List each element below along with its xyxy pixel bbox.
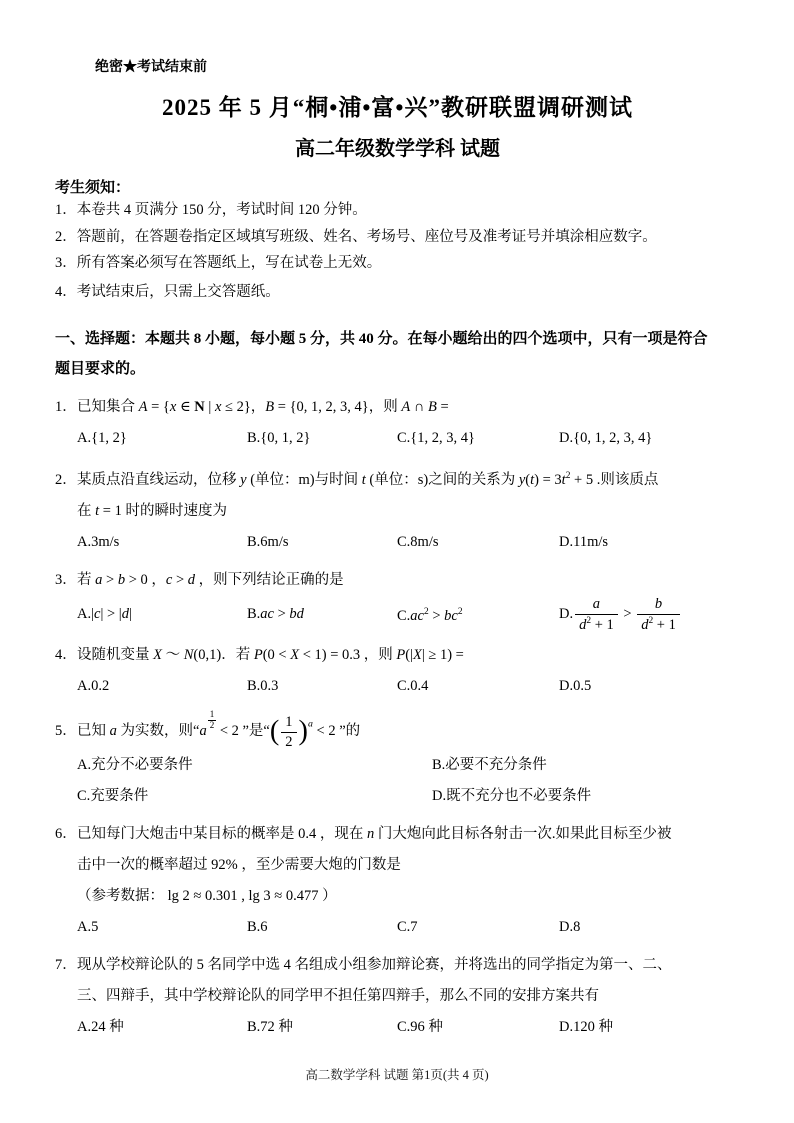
option-text: 充分不必要条件 [91, 757, 193, 774]
option-text: 11m/s [573, 533, 609, 550]
option-label: D. [432, 788, 447, 805]
question-2-option-a [77, 527, 247, 558]
question-6-option-b [247, 912, 397, 943]
option-text: ac > bd [260, 605, 304, 622]
option-text: 3m/s [91, 533, 120, 550]
option-label: C. [77, 788, 91, 805]
exam-title: 2025 年 5 月“桐•浦•富•兴”教研联盟调研测试 [162, 95, 633, 120]
notice-item-4: 4．考试结束后，只需上交答题纸。 [55, 283, 280, 300]
question-5 [55, 709, 740, 812]
notice-item-3: 3．所有答案必须写在答题纸上，写在试卷上无效。 [55, 255, 382, 271]
exam-subtitle: 高二年级数学学科 试题 [295, 138, 500, 160]
option-label: C. [397, 1019, 411, 1036]
option-label: A. [77, 533, 92, 550]
question-4-number: 4． [55, 647, 77, 663]
question-5-option-d [432, 781, 740, 812]
secrecy-label: 绝密★考试结束前 [95, 60, 207, 75]
question-1-option-a [77, 423, 247, 454]
option-label: C. [397, 607, 411, 624]
notice-item-1: 1．本卷共 4 页满分 150 分，考试时间 120 分钟。 [55, 202, 367, 218]
option-text: 6m/s [260, 533, 289, 550]
question-3 [55, 565, 740, 633]
option-label: B. [432, 757, 446, 774]
question-6-note: （参考数据： lg 2 ≈ 0.301 , lg 3 ≈ 0.477 ） [77, 888, 337, 905]
question-7-option-c [397, 1012, 559, 1043]
question-2-option-b [247, 527, 397, 558]
option-label: D. [559, 1019, 574, 1036]
question-4-option-d [559, 671, 740, 702]
option-label: B. [247, 919, 261, 936]
option-text: 0.2 [91, 678, 110, 694]
option-label: A. [77, 605, 92, 622]
option-text: 7 [410, 919, 418, 936]
question-3-option-c [397, 597, 559, 632]
question-6 [55, 819, 740, 943]
question-3-text: 若 a > b > 0 ，c > d ，则下列结论正确的是 [77, 571, 344, 588]
question-4-option-c [397, 671, 559, 702]
section-heading: 一、选择题：本题共 8 小题，每小题 5 分，共 40 分。在每小题给出的四个选项中，只有一项是符合 题目要求的。 [55, 331, 708, 377]
option-label: A. [77, 430, 92, 446]
question-2-option-c [397, 527, 559, 558]
question-2-text: 某质点沿直线运动，位移 y (单位：m)与时间 t (单位：s)之间的关系为 $y(t) = 3t^2 + 5$ .则该质点 在 t = 1 时的瞬时速度为 [77, 471, 659, 519]
option-label: A. [77, 1019, 92, 1036]
question-5-stem [55, 709, 740, 750]
question-6-text: 已知每门大炮击中某目标的概率是 0.4 ，现在 n 门大炮向此目标各射击一次.如果此目标至少被 击中一次的概率超过 92% ，至少需要大炮的门数是 [77, 826, 672, 874]
option-label: B. [247, 605, 261, 622]
option-text: 既不充分也不必要条件 [446, 788, 592, 805]
option-label: D. [559, 919, 574, 936]
option-text: $ac^2 > bc^2$ [410, 607, 463, 624]
question-7-option-a [77, 1012, 247, 1043]
option-text: 120 种 [573, 1019, 613, 1036]
question-3-options [55, 596, 740, 633]
option-text: 24 种 [91, 1019, 124, 1036]
question-1-number: 1． [55, 399, 77, 415]
question-3-number: 3． [55, 571, 77, 588]
question-2 [55, 461, 740, 558]
question-4-option-a [77, 671, 247, 702]
option-label: C. [397, 533, 411, 550]
notice-heading: 考生须知： [55, 180, 131, 196]
option-text: 必要不充分条件 [445, 757, 547, 774]
question-1-stem [55, 392, 740, 423]
option-text: 0.3 [260, 678, 279, 694]
option-text: {0, 1, 2, 3, 4} [573, 430, 653, 446]
notice-item-2: 2．答题前，在答题卷指定区域填写班级、姓名、考场号、座位号及准考证号并填涂相应数字。 [55, 228, 657, 245]
question-5-option-a [77, 750, 432, 781]
option-text: 8m/s [410, 533, 439, 550]
question-7-number: 7． [55, 957, 77, 974]
question-4-stem [55, 640, 740, 671]
option-text: 充要条件 [90, 788, 149, 805]
question-7-option-d [559, 1012, 740, 1043]
option-text: 72 种 [260, 1019, 293, 1036]
question-5-text: 已知 a 为实数，则“a $\frac{1}{2}$ < 2 ”是“( $\frac{1}{2}$ )$^a$ < 2 ”的 [77, 709, 361, 750]
option-text: 0.5 [573, 678, 592, 694]
question-7-options [55, 1012, 740, 1043]
option-label: D. [559, 605, 574, 622]
question-1-option-c [397, 423, 559, 454]
option-label: B. [247, 678, 261, 694]
question-3-stem [55, 565, 740, 596]
question-2-number: 2． [55, 471, 77, 488]
question-4-options [55, 671, 740, 702]
option-text: 0.4 [410, 678, 429, 694]
option-label: A. [77, 678, 92, 694]
question-6-stem [55, 819, 740, 881]
option-label: C. [397, 919, 411, 936]
question-1 [55, 392, 740, 454]
question-5-options [55, 750, 740, 812]
question-5-number: 5． [55, 723, 77, 740]
question-7-stem [55, 950, 740, 1012]
question-4-option-b [247, 671, 397, 702]
option-text: 6 [260, 919, 268, 936]
option-label: A. [77, 919, 92, 936]
option-text: {1, 2} [91, 430, 127, 446]
question-5-option-b [432, 750, 740, 781]
question-5-option-c [77, 781, 432, 812]
option-label: B. [247, 430, 261, 446]
question-7-text: 现从学校辩论队的 5 名同学中选 4 名组成小组参加辩论赛，并将选出的同学指定为第一、二、 三、四辩手，其中学校辩论队的同学甲不担任第四辩手，那么不同的安排方案共有 [77, 957, 672, 1005]
question-6-number: 6． [55, 826, 77, 843]
option-label: D. [559, 533, 574, 550]
option-text: $\frac{a}{d^2 + 1}$ > $\frac{b}{d^2 + 1}$ [573, 606, 682, 622]
option-label: D. [559, 678, 574, 694]
option-label: B. [247, 533, 261, 550]
question-3-option-b [247, 599, 397, 630]
question-3-option-d [559, 596, 740, 633]
question-2-option-d [559, 527, 740, 558]
option-label: B. [247, 1019, 261, 1036]
questions [55, 392, 740, 1043]
question-2-stem [55, 461, 740, 527]
option-text: 8 [573, 919, 581, 936]
page-footer: 高二数学学科 试题 第1页(共 4 页) [305, 1068, 489, 1082]
option-text: {0, 1, 2} [260, 430, 311, 446]
question-1-option-b [247, 423, 397, 454]
question-6-option-a [77, 912, 247, 943]
option-label: A. [77, 757, 92, 774]
question-6-option-c [397, 912, 559, 943]
question-4 [55, 640, 740, 702]
question-7-option-b [247, 1012, 397, 1043]
question-4-text: 设随机变量 X ～ N(0,1)．若 P(0 < X < 1) = 0.3 ，则 P(|X| ≥ 1) = [77, 647, 464, 663]
option-text: 96 种 [410, 1019, 443, 1036]
option-label: C. [397, 430, 411, 446]
question-6-options [55, 912, 740, 943]
question-7 [55, 950, 740, 1043]
question-1-option-d [559, 423, 740, 454]
question-2-options [55, 527, 740, 558]
question-1-options [55, 423, 740, 454]
option-text: |c| > |d| [91, 605, 132, 622]
option-text: 5 [91, 919, 99, 936]
question-1-text: 已知集合 A = {x ∈ N | x ≤ 2}，B = {0, 1, 2, 3, 4}，则 A ∩ B = [77, 399, 449, 415]
option-label: D. [559, 430, 574, 446]
notice-list [55, 197, 740, 305]
option-label: C. [397, 678, 411, 694]
option-text: {1, 2, 3, 4} [410, 430, 475, 446]
question-3-option-a [77, 599, 247, 630]
question-6-option-d [559, 912, 740, 943]
